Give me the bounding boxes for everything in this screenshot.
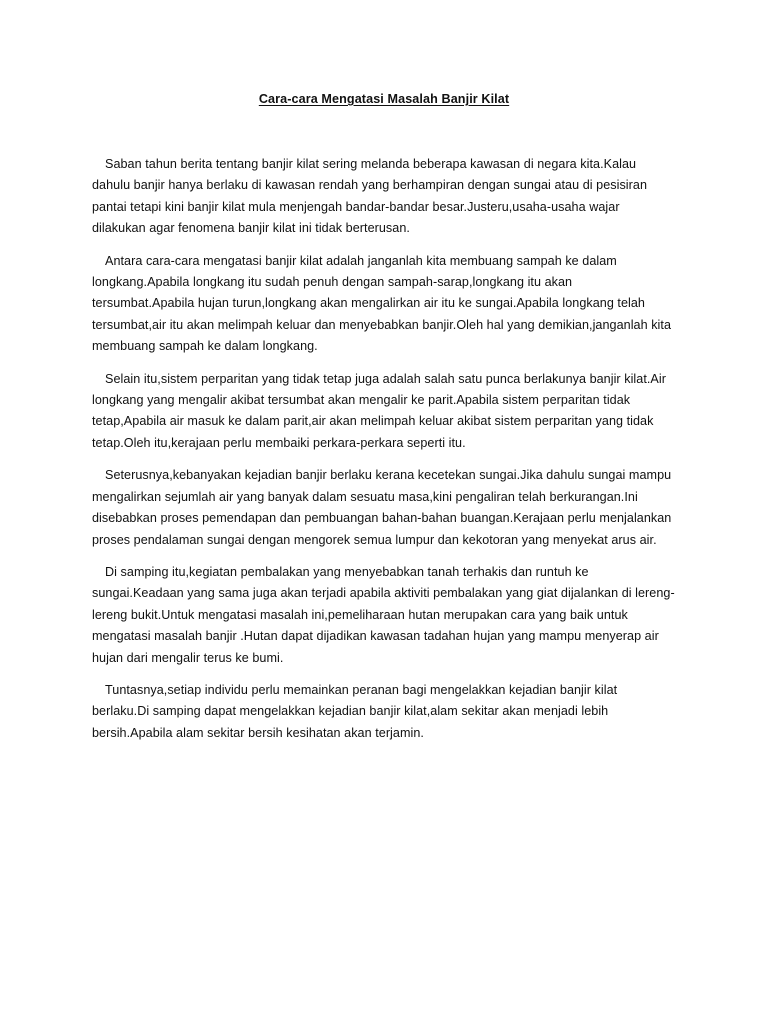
- paragraph-shallow-rivers: Seterusnya,kebanyakan kejadian banjir berlaku kerana kecetekan sungai.Jika dahulu sungai mampu mengalirkan sejumlah air yang banyak dalam sesuatu masa,kini pengaliran telah berkurangan.Ini disebabkan proses pemendapan dan pembuangan bahan-bahan buangan.Kerajaan perlu menjalankan proses pendalaman sungai dengan mengorek semua lumpur dan kekotoran yang menyekat arus air.: [92, 468, 672, 547]
- paragraph-introduction: Saban tahun berita tentang banjir kilat sering melanda beberapa kawasan di negara kita.Kalau dahulu banjir hanya berlaku di kawasan rendah yang berhampiran dengan sungai atau di pesisiran pantai tetapi kini banjir kilat mula menjengah bandar-bandar besar.Justeru,usaha-usaha wajar dilakukan agar fenomena banjir kilat ini tidak berterusan.: [92, 157, 648, 236]
- paragraph-drainage-system: Selain itu,sistem perparitan yang tidak tetap juga adalah salah satu punca berlakunya banjir kilat.Air longkang yang mengalir akibat tersumbat akan mengalir ke parit.Apabila sistem perparitan tidak tetap,Apabila air masuk ke dalam parit,air akan melimpah keluar akibat sistem perparitan yang tidak tetap.Oleh itu,kerajaan perlu membaiki perkara-perkara seperti itu.: [92, 371, 666, 450]
- paragraph-logging: Di samping itu,kegiatan pembalakan yang menyebabkan tanah terhakis dan runtuh ke sungai.Keadaan yang sama juga akan terjadi apabila aktiviti pembalakan yang giat dijalankan di lereng-lereng bukit.Untuk mengatasi masalah ini,pemeliharaan hutan merupakan cara yang baik untuk mengatasi masalah banjir .Hutan dapat dijadikan kawasan tadahan hujan yang mampu menyerap air hujan dari mengalir terus ke bumi.: [92, 564, 675, 665]
- paragraph-conclusion: Tuntasnya,setiap individu perlu memainkan peranan bagi mengelakkan kejadian banjir kilat berlaku.Di samping dapat mengelakkan kejadian banjir kilat,alam sekitar akan menjadi lebih bersih.Apabila alam sekitar bersih kesihatan akan terjamin.: [92, 682, 618, 740]
- paragraph-rubbish-in-drains: Antara cara-cara mengatasi banjir kilat adalah janganlah kita membuang sampah ke dalam longkang.Apabila longkang itu sudah penuh dengan sampah-sarap,longkang itu akan tersumbat.Apabila hujan turun,longkang akan mengalirkan air itu ke sungai.Apabila longkang telah tersumbat,air itu akan melimpah keluar dan menyebabkan banjir.Oleh hal yang demikian,janganlah kita membuang sampah ke dalam longkang.: [92, 253, 672, 354]
- document-title: Cara-cara Mengatasi Masalah Banjir Kilat: [258, 92, 510, 106]
